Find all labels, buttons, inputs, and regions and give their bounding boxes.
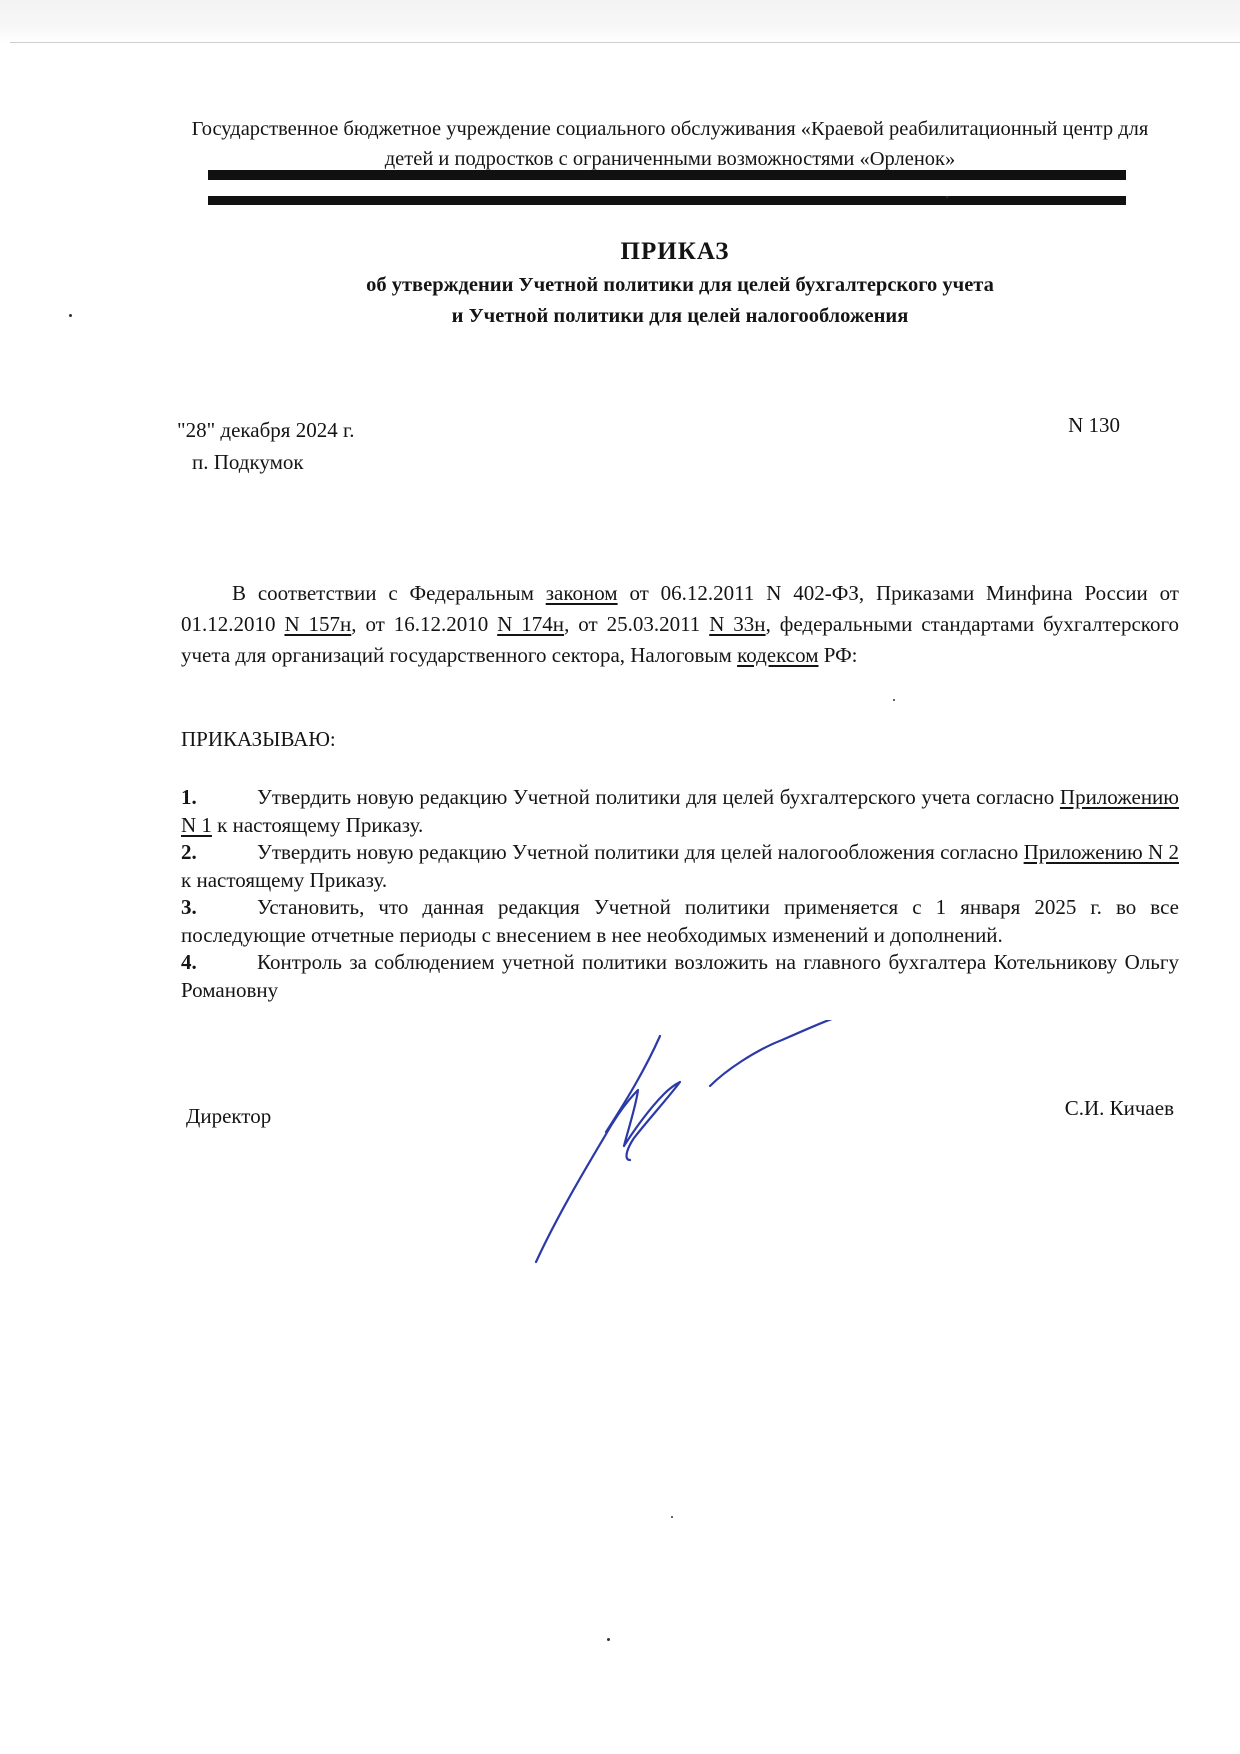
appendix-2-link[interactable]: Приложению N 2	[1023, 840, 1179, 864]
preamble-text: РФ:	[818, 643, 858, 667]
order-items-list	[181, 784, 1179, 1004]
signature-stroke	[710, 1020, 842, 1086]
item-text: Утвердить новую редакцию Учетной политики для целей бухгалтерского учета согласно	[257, 785, 1060, 809]
handwritten-signature	[520, 1020, 880, 1270]
item-number: 2.	[181, 840, 197, 864]
law-link[interactable]: законом	[545, 581, 618, 605]
scan-top-shadow	[0, 0, 1240, 44]
order-item	[181, 839, 1179, 894]
item-text: к настоящему Приказу.	[211, 812, 424, 837]
signature-stroke	[536, 1082, 680, 1262]
document-date: "28" декабря 2024 г.	[177, 418, 355, 442]
organization-header: Государственное бюджетное учреждение социального обслуживания «Краевой реабилитационный центр для детей и подростков с ограниченными возможностями «Орленок»	[191, 118, 1149, 170]
signature-strokes	[536, 1020, 842, 1262]
item-number: 4.	[181, 950, 197, 974]
subject-line-1: об утверждении Учетной политики для целей бухгалтерского учета	[366, 274, 994, 296]
scan-speck	[671, 1516, 673, 1518]
order-157-link[interactable]: N 157н	[284, 612, 352, 636]
scan-speck	[946, 196, 948, 198]
preamble-text: В соответствии с Федеральным	[232, 581, 546, 605]
preamble-text: , от 25.03.2011	[564, 612, 710, 636]
appendix-1-link[interactable]: Приложению N 1	[181, 785, 1179, 837]
order-number: N 130	[1068, 413, 1120, 437]
preamble-paragraph	[181, 578, 1179, 671]
order-33-link[interactable]: N 33н	[709, 612, 766, 636]
signer-role: Директор	[186, 1104, 272, 1128]
header-rule-top	[208, 170, 1126, 180]
scan-speck	[893, 699, 895, 701]
tax-code-link[interactable]: кодексом	[737, 643, 819, 667]
order-item	[181, 784, 1179, 839]
header-rule-bottom	[208, 196, 1126, 205]
document-type-title: ПРИКАЗ	[620, 238, 730, 265]
scan-speck	[607, 1638, 610, 1641]
document-subject	[240, 270, 1120, 332]
order-item	[181, 949, 1179, 1004]
signer-name: С.И. Кичаев	[1064, 1096, 1174, 1120]
subject-line-2: и Учетной политики для целей налогообложения	[451, 305, 909, 327]
decree-word: ПРИКАЗЫВАЮ:	[181, 727, 336, 751]
order-item	[181, 894, 1179, 949]
scan-edge-line	[10, 42, 1240, 43]
scan-speck	[69, 314, 72, 317]
item-text: к настоящему Приказу.	[181, 867, 388, 892]
preamble-text: , от 16.12.2010	[351, 612, 498, 636]
preamble-text: от 06.12.2011 N 402-ФЗ, Приказами Минфина России от 01.12.2010	[181, 581, 1179, 636]
item-text: Утвердить новую редакцию Учетной политики для целей налогообложения согласно	[257, 840, 1024, 864]
document-place: п. Подкумок	[192, 450, 304, 474]
item-number: 3.	[181, 895, 197, 919]
preamble-text: , федеральными стандартами бухгалтерского учета для организаций государственного сектора, Налоговым	[181, 612, 1180, 667]
item-text: Установить, что данная редакция Учетной политики применяется с 1 января 2025 г. во все последующие отчетные периоды с внесением в нее необходимых изменений и дополнений.	[181, 895, 1179, 947]
order-174-link[interactable]: N 174н	[497, 612, 565, 636]
item-text: Контроль за соблюдением учетной политики возложить на главного бухгалтера Котельникову Ольгу Романовну	[181, 950, 1179, 1002]
item-number: 1.	[181, 785, 197, 809]
